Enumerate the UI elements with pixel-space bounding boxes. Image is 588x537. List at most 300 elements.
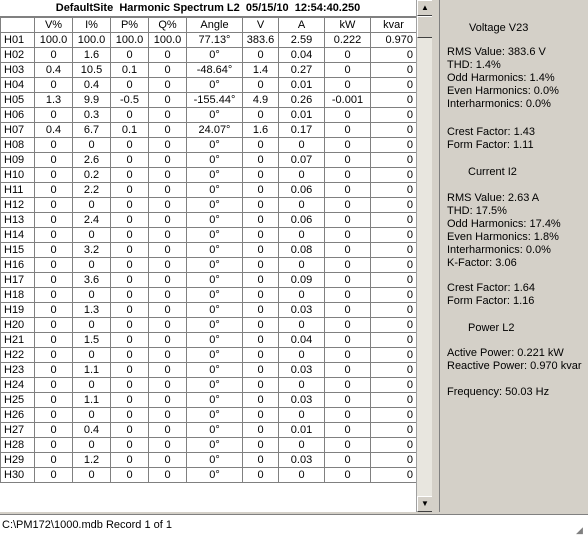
table-cell: 1.5 xyxy=(73,333,111,348)
harmonic-label: H13 xyxy=(1,213,35,228)
table-cell: 0.01 xyxy=(279,78,325,93)
table-cell: 0 xyxy=(149,153,187,168)
table-cell: 0 xyxy=(35,243,73,258)
table-cell: -0.001 xyxy=(325,93,371,108)
table-cell: 0° xyxy=(187,153,243,168)
harmonic-label: H03 xyxy=(1,63,35,78)
voltage-factor: Form Factor: 1.11 xyxy=(447,139,534,151)
table-cell: 0 xyxy=(325,153,371,168)
table-row[interactable] xyxy=(1,333,417,348)
current-stat: Even Harmonics: 1.8% xyxy=(447,231,559,243)
table-cell: 0° xyxy=(187,348,243,363)
pane-splitter[interactable] xyxy=(432,0,440,512)
table-cell: 0 xyxy=(279,258,325,273)
table-cell: 0 xyxy=(35,183,73,198)
table-row[interactable] xyxy=(1,63,417,78)
table-cell: 0° xyxy=(187,303,243,318)
table-cell: -48.64° xyxy=(187,63,243,78)
table-cell: 0 xyxy=(243,273,279,288)
table-cell: 0.09 xyxy=(279,273,325,288)
table-cell: 0 xyxy=(35,108,73,123)
table-cell: 0 xyxy=(149,93,187,108)
table-row[interactable] xyxy=(1,48,417,63)
table-cell: 0 xyxy=(371,288,417,303)
table-cell: 0° xyxy=(187,333,243,348)
harmonic-label: H12 xyxy=(1,198,35,213)
table-cell: 0° xyxy=(187,453,243,468)
voltage-factor: Crest Factor: 1.43 xyxy=(447,126,536,138)
table-cell: 0 xyxy=(325,183,371,198)
table-cell: 0 xyxy=(371,393,417,408)
table-cell: 9.9 xyxy=(73,93,111,108)
table-cell: 0 xyxy=(371,123,417,138)
table-row[interactable] xyxy=(1,408,417,423)
table-cell: 0 xyxy=(243,378,279,393)
table-cell: 0.1 xyxy=(111,123,149,138)
table-cell: 0 xyxy=(111,108,149,123)
voltage-title: Voltage V23 xyxy=(469,22,529,34)
table-cell: 1.6 xyxy=(243,123,279,138)
harmonic-label: H08 xyxy=(1,138,35,153)
table-cell: 0 xyxy=(325,423,371,438)
table-row[interactable] xyxy=(1,108,417,123)
current-stat: THD: 17.5% xyxy=(447,205,507,217)
harmonic-label: H01 xyxy=(1,33,35,48)
table-cell: 77.13° xyxy=(187,33,243,48)
harmonic-label: H25 xyxy=(1,393,35,408)
table-cell: 1.4 xyxy=(243,63,279,78)
table-cell: 0 xyxy=(111,228,149,243)
current-factor: Crest Factor: 1.64 xyxy=(447,282,536,294)
table-cell: 0 xyxy=(149,423,187,438)
table-cell: 0 xyxy=(371,468,417,483)
table-cell: 0 xyxy=(371,408,417,423)
table-cell: 0 xyxy=(243,168,279,183)
table-cell: 0 xyxy=(243,108,279,123)
harmonic-label: H29 xyxy=(1,453,35,468)
table-cell: 0 xyxy=(35,408,73,423)
table-cell: 0° xyxy=(187,48,243,63)
table-cell: 0.03 xyxy=(279,393,325,408)
harmonic-label: H11 xyxy=(1,183,35,198)
table-cell: 0 xyxy=(149,288,187,303)
table-cell: 0° xyxy=(187,228,243,243)
table-cell: 0 xyxy=(149,438,187,453)
table-cell: 0.07 xyxy=(279,153,325,168)
table-row[interactable] xyxy=(1,423,417,438)
table-cell: 0.06 xyxy=(279,213,325,228)
table-cell: 0° xyxy=(187,108,243,123)
table-row[interactable] xyxy=(1,153,417,168)
table-cell: 0 xyxy=(243,423,279,438)
table-cell: 0.2 xyxy=(73,168,111,183)
table-cell: 100.0 xyxy=(35,33,73,48)
table-cell: 0 xyxy=(111,468,149,483)
table-cell: 0 xyxy=(35,423,73,438)
table-cell: 0 xyxy=(111,198,149,213)
table-row[interactable] xyxy=(1,93,417,108)
table-cell: 0 xyxy=(279,408,325,423)
harmonic-label: H24 xyxy=(1,378,35,393)
table-cell: 2.2 xyxy=(73,183,111,198)
table-cell: 0 xyxy=(371,138,417,153)
table-cell: 0 xyxy=(111,348,149,363)
table-cell: 0 xyxy=(325,228,371,243)
table-cell: 0 xyxy=(325,123,371,138)
table-cell: 0 xyxy=(73,438,111,453)
table-cell: 0 xyxy=(111,78,149,93)
table-cell: 0° xyxy=(187,183,243,198)
table-cell: 0 xyxy=(325,348,371,363)
vertical-scrollbar[interactable] xyxy=(416,0,433,512)
table-cell: 0 xyxy=(325,363,371,378)
table-cell: 0.06 xyxy=(279,183,325,198)
table-cell: 1.1 xyxy=(73,363,111,378)
harmonic-label: H02 xyxy=(1,48,35,63)
table-cell: 0 xyxy=(35,48,73,63)
table-cell: 0 xyxy=(35,153,73,168)
table-cell: 0 xyxy=(149,258,187,273)
table-cell: 0 xyxy=(111,393,149,408)
table-row[interactable] xyxy=(1,468,417,483)
power-stat: Reactive Power: 0.970 kvar xyxy=(447,360,582,372)
table-cell: 0 xyxy=(279,468,325,483)
table-cell: 0 xyxy=(35,438,73,453)
table-cell: 0° xyxy=(187,363,243,378)
table-cell: 0 xyxy=(243,228,279,243)
power-title: Power L2 xyxy=(468,322,515,334)
table-row[interactable] xyxy=(1,273,417,288)
table-cell: -155.44° xyxy=(187,93,243,108)
table-cell: 0 xyxy=(325,213,371,228)
table-cell: 0 xyxy=(111,168,149,183)
table-cell: 0° xyxy=(187,258,243,273)
table-cell: 0 xyxy=(149,48,187,63)
resize-grip-icon[interactable]: ◢ xyxy=(576,525,583,535)
table-cell: 0 xyxy=(325,468,371,483)
table-cell: 0 xyxy=(325,438,371,453)
table-cell: 0 xyxy=(111,363,149,378)
table-cell: 100.0 xyxy=(73,33,111,48)
table-cell: 0 xyxy=(325,48,371,63)
table-cell: 0 xyxy=(243,78,279,93)
table-cell: 0.01 xyxy=(279,108,325,123)
table-cell: 0 xyxy=(149,228,187,243)
table-cell: 0.4 xyxy=(73,423,111,438)
voltage-stat: Odd Harmonics: 1.4% xyxy=(447,72,555,84)
table-row[interactable] xyxy=(1,183,417,198)
table-cell: 0 xyxy=(35,393,73,408)
harmonic-label: H18 xyxy=(1,288,35,303)
harmonic-label: H21 xyxy=(1,333,35,348)
table-cell: 0 xyxy=(111,288,149,303)
table-cell: 0.27 xyxy=(279,63,325,78)
table-cell: 0 xyxy=(325,138,371,153)
table-row[interactable] xyxy=(1,123,417,138)
column-header-label[interactable] xyxy=(1,18,35,33)
table-cell: 0° xyxy=(187,243,243,258)
harmonic-spectrum-table xyxy=(0,17,416,483)
table-row[interactable] xyxy=(1,138,417,153)
harmonic-label: H07 xyxy=(1,123,35,138)
harmonic-label: H19 xyxy=(1,303,35,318)
table-cell: 0.4 xyxy=(35,123,73,138)
table-cell: 0 xyxy=(279,228,325,243)
table-cell: 0.222 xyxy=(325,33,371,48)
harmonic-label: H26 xyxy=(1,408,35,423)
table-cell: 0 xyxy=(243,348,279,363)
table-cell: 0 xyxy=(371,258,417,273)
table-cell: 0 xyxy=(73,228,111,243)
table-cell: 0 xyxy=(149,408,187,423)
table-cell: 0 xyxy=(35,138,73,153)
table-cell: 0 xyxy=(371,63,417,78)
table-cell: 0 xyxy=(149,363,187,378)
table-cell: 0 xyxy=(371,378,417,393)
table-cell: 0 xyxy=(325,393,371,408)
table-row[interactable] xyxy=(1,453,417,468)
table-cell: 24.07° xyxy=(187,123,243,138)
table-cell: 0 xyxy=(111,453,149,468)
table-cell: 0 xyxy=(73,138,111,153)
table-cell: 0 xyxy=(35,453,73,468)
table-row[interactable] xyxy=(1,243,417,258)
table-cell: 0 xyxy=(325,333,371,348)
table-cell: 1.6 xyxy=(73,48,111,63)
table-cell: 0 xyxy=(243,408,279,423)
table-cell: 0 xyxy=(149,453,187,468)
table-cell: 0 xyxy=(73,198,111,213)
table-cell: 100.0 xyxy=(111,33,149,48)
table-cell: 1.1 xyxy=(73,393,111,408)
table-cell: 2.4 xyxy=(73,213,111,228)
column-header[interactable]: kW xyxy=(325,18,371,33)
scroll-down-arrow-icon[interactable]: ▼ xyxy=(417,496,433,512)
table-cell: 383.6 xyxy=(243,33,279,48)
table-cell: 0 xyxy=(371,183,417,198)
table-cell: 0.26 xyxy=(279,93,325,108)
table-cell: 2.59 xyxy=(279,33,325,48)
table-cell: 0 xyxy=(325,108,371,123)
scroll-thumb[interactable] xyxy=(417,16,433,38)
table-cell: 3.6 xyxy=(73,273,111,288)
table-cell: 0° xyxy=(187,288,243,303)
table-row[interactable] xyxy=(1,198,417,213)
table-cell: 0 xyxy=(325,273,371,288)
table-cell: 4.9 xyxy=(243,93,279,108)
table-row[interactable] xyxy=(1,303,417,318)
table-cell: 0.970 xyxy=(371,33,417,48)
table-cell: 0° xyxy=(187,318,243,333)
table-cell: 6.7 xyxy=(73,123,111,138)
table-row[interactable] xyxy=(1,33,417,48)
table-cell: 0 xyxy=(371,273,417,288)
table-cell: 0 xyxy=(149,78,187,93)
table-cell: 0° xyxy=(187,438,243,453)
table-cell: 0 xyxy=(149,243,187,258)
table-cell: 0 xyxy=(111,378,149,393)
column-header[interactable]: kvar xyxy=(371,18,417,33)
table-cell: 0 xyxy=(35,468,73,483)
table-row[interactable] xyxy=(1,363,417,378)
table-cell: 0 xyxy=(243,213,279,228)
table-row[interactable] xyxy=(1,258,417,273)
table-cell: 10.5 xyxy=(73,63,111,78)
table-cell: 0 xyxy=(111,273,149,288)
table-cell: 100.0 xyxy=(149,33,187,48)
table-cell: 0.4 xyxy=(35,63,73,78)
table-row[interactable] xyxy=(1,213,417,228)
table-cell: 0 xyxy=(35,273,73,288)
table-cell: 0 xyxy=(371,348,417,363)
table-cell: 0 xyxy=(243,138,279,153)
table-cell: 0 xyxy=(73,378,111,393)
table-cell: 0 xyxy=(111,183,149,198)
table-cell: 0.17 xyxy=(279,123,325,138)
table-cell: 0 xyxy=(149,393,187,408)
table-cell: 0 xyxy=(243,48,279,63)
table-cell: 0.03 xyxy=(279,453,325,468)
table-cell: 0 xyxy=(73,408,111,423)
table-cell: 0 xyxy=(371,78,417,93)
table-cell: 0 xyxy=(111,438,149,453)
table-cell: 0 xyxy=(149,213,187,228)
table-cell: 0 xyxy=(243,183,279,198)
column-header[interactable]: Angle xyxy=(187,18,243,33)
table-cell: 0 xyxy=(35,228,73,243)
harmonic-label: H10 xyxy=(1,168,35,183)
table-row[interactable] xyxy=(1,168,417,183)
table-cell: 0 xyxy=(371,453,417,468)
table-cell: 0 xyxy=(149,108,187,123)
table-cell: 0 xyxy=(371,48,417,63)
table-cell: 0 xyxy=(35,258,73,273)
table-cell: 0 xyxy=(111,213,149,228)
table-cell: 0 xyxy=(371,108,417,123)
table-cell: 0 xyxy=(325,303,371,318)
table-cell: 0 xyxy=(371,333,417,348)
table-cell: 0 xyxy=(371,363,417,378)
harmonic-label: H22 xyxy=(1,348,35,363)
table-cell: 0 xyxy=(35,78,73,93)
table-cell: 0 xyxy=(325,378,371,393)
table-cell: 0° xyxy=(187,168,243,183)
current-stat: RMS Value: 2.63 A xyxy=(447,192,540,204)
table-row[interactable] xyxy=(1,228,417,243)
scroll-up-arrow-icon[interactable]: ▲ xyxy=(417,0,433,16)
table-cell: 0 xyxy=(325,243,371,258)
column-header[interactable]: V% xyxy=(35,18,73,33)
table-cell: 0.1 xyxy=(111,63,149,78)
table-cell: 0 xyxy=(149,273,187,288)
table-cell: 0° xyxy=(187,378,243,393)
table-cell: 0 xyxy=(73,468,111,483)
table-row[interactable] xyxy=(1,78,417,93)
table-cell: 0 xyxy=(243,363,279,378)
table-row[interactable] xyxy=(1,348,417,363)
column-header[interactable]: Q% xyxy=(149,18,187,33)
table-cell: 0 xyxy=(325,408,371,423)
harmonic-label: H15 xyxy=(1,243,35,258)
table-cell: 0 xyxy=(73,288,111,303)
spectrum-title: DefaultSite Harmonic Spectrum L2 05/15/10 12:54:40.250 xyxy=(0,0,416,17)
table-row[interactable] xyxy=(1,393,417,408)
frequency-value: Frequency: 50.03 Hz xyxy=(447,386,550,398)
table-cell: 0.04 xyxy=(279,333,325,348)
table-cell: 0 xyxy=(371,243,417,258)
table-cell: 0 xyxy=(149,138,187,153)
current-stat: K-Factor: 3.06 xyxy=(447,257,517,269)
table-cell: 0 xyxy=(279,438,325,453)
table-cell: 0 xyxy=(325,168,371,183)
voltage-stat: RMS Value: 383.6 V xyxy=(447,46,546,58)
table-cell: 0.3 xyxy=(73,108,111,123)
table-cell: 1.3 xyxy=(35,93,73,108)
table-cell: 0 xyxy=(279,348,325,363)
table-cell: 0 xyxy=(111,303,149,318)
table-row[interactable] xyxy=(1,438,417,453)
current-factor: Form Factor: 1.16 xyxy=(447,295,535,307)
table-cell: 0 xyxy=(149,378,187,393)
harmonic-label: H17 xyxy=(1,273,35,288)
status-bar xyxy=(0,514,588,537)
table-cell: 0 xyxy=(371,303,417,318)
table-cell: 0 xyxy=(35,168,73,183)
table-cell: 0 xyxy=(149,123,187,138)
table-cell: 0.08 xyxy=(279,243,325,258)
harmonic-label: H04 xyxy=(1,78,35,93)
table-cell: 0 xyxy=(111,48,149,63)
voltage-stat: Interharmonics: 0.0% xyxy=(447,98,551,110)
harmonic-label: H05 xyxy=(1,93,35,108)
table-cell: 0 xyxy=(73,348,111,363)
column-header[interactable]: A xyxy=(279,18,325,33)
column-header[interactable]: P% xyxy=(111,18,149,33)
table-cell: 0 xyxy=(325,78,371,93)
table-cell: 0 xyxy=(371,153,417,168)
table-cell: 1.3 xyxy=(73,303,111,318)
table-cell: 0 xyxy=(279,168,325,183)
column-header[interactable]: I% xyxy=(73,18,111,33)
table-cell: 0 xyxy=(371,168,417,183)
current-stat: Interharmonics: 0.0% xyxy=(447,244,551,256)
table-cell: 0 xyxy=(371,228,417,243)
harmonic-label: H09 xyxy=(1,153,35,168)
harmonic-label: H27 xyxy=(1,423,35,438)
table-cell: 0 xyxy=(149,468,187,483)
table-row[interactable] xyxy=(1,378,417,393)
harmonic-label: H30 xyxy=(1,468,35,483)
table-cell: 0 xyxy=(279,378,325,393)
table-cell: 0 xyxy=(111,138,149,153)
table-cell: 0 xyxy=(325,258,371,273)
table-cell: 0 xyxy=(243,288,279,303)
table-cell: 0 xyxy=(111,333,149,348)
voltage-stat: THD: 1.4% xyxy=(447,59,501,71)
table-cell: 0 xyxy=(279,198,325,213)
table-cell: 0° xyxy=(187,78,243,93)
table-cell: 0 xyxy=(325,288,371,303)
table-cell: 0 xyxy=(35,378,73,393)
table-cell: 0 xyxy=(35,198,73,213)
harmonic-label: H23 xyxy=(1,363,35,378)
table-cell: 0.04 xyxy=(279,48,325,63)
table-cell: 0 xyxy=(243,468,279,483)
table-row[interactable] xyxy=(1,318,417,333)
table-row[interactable] xyxy=(1,288,417,303)
column-header[interactable]: V xyxy=(243,18,279,33)
table-cell: 0 xyxy=(243,438,279,453)
